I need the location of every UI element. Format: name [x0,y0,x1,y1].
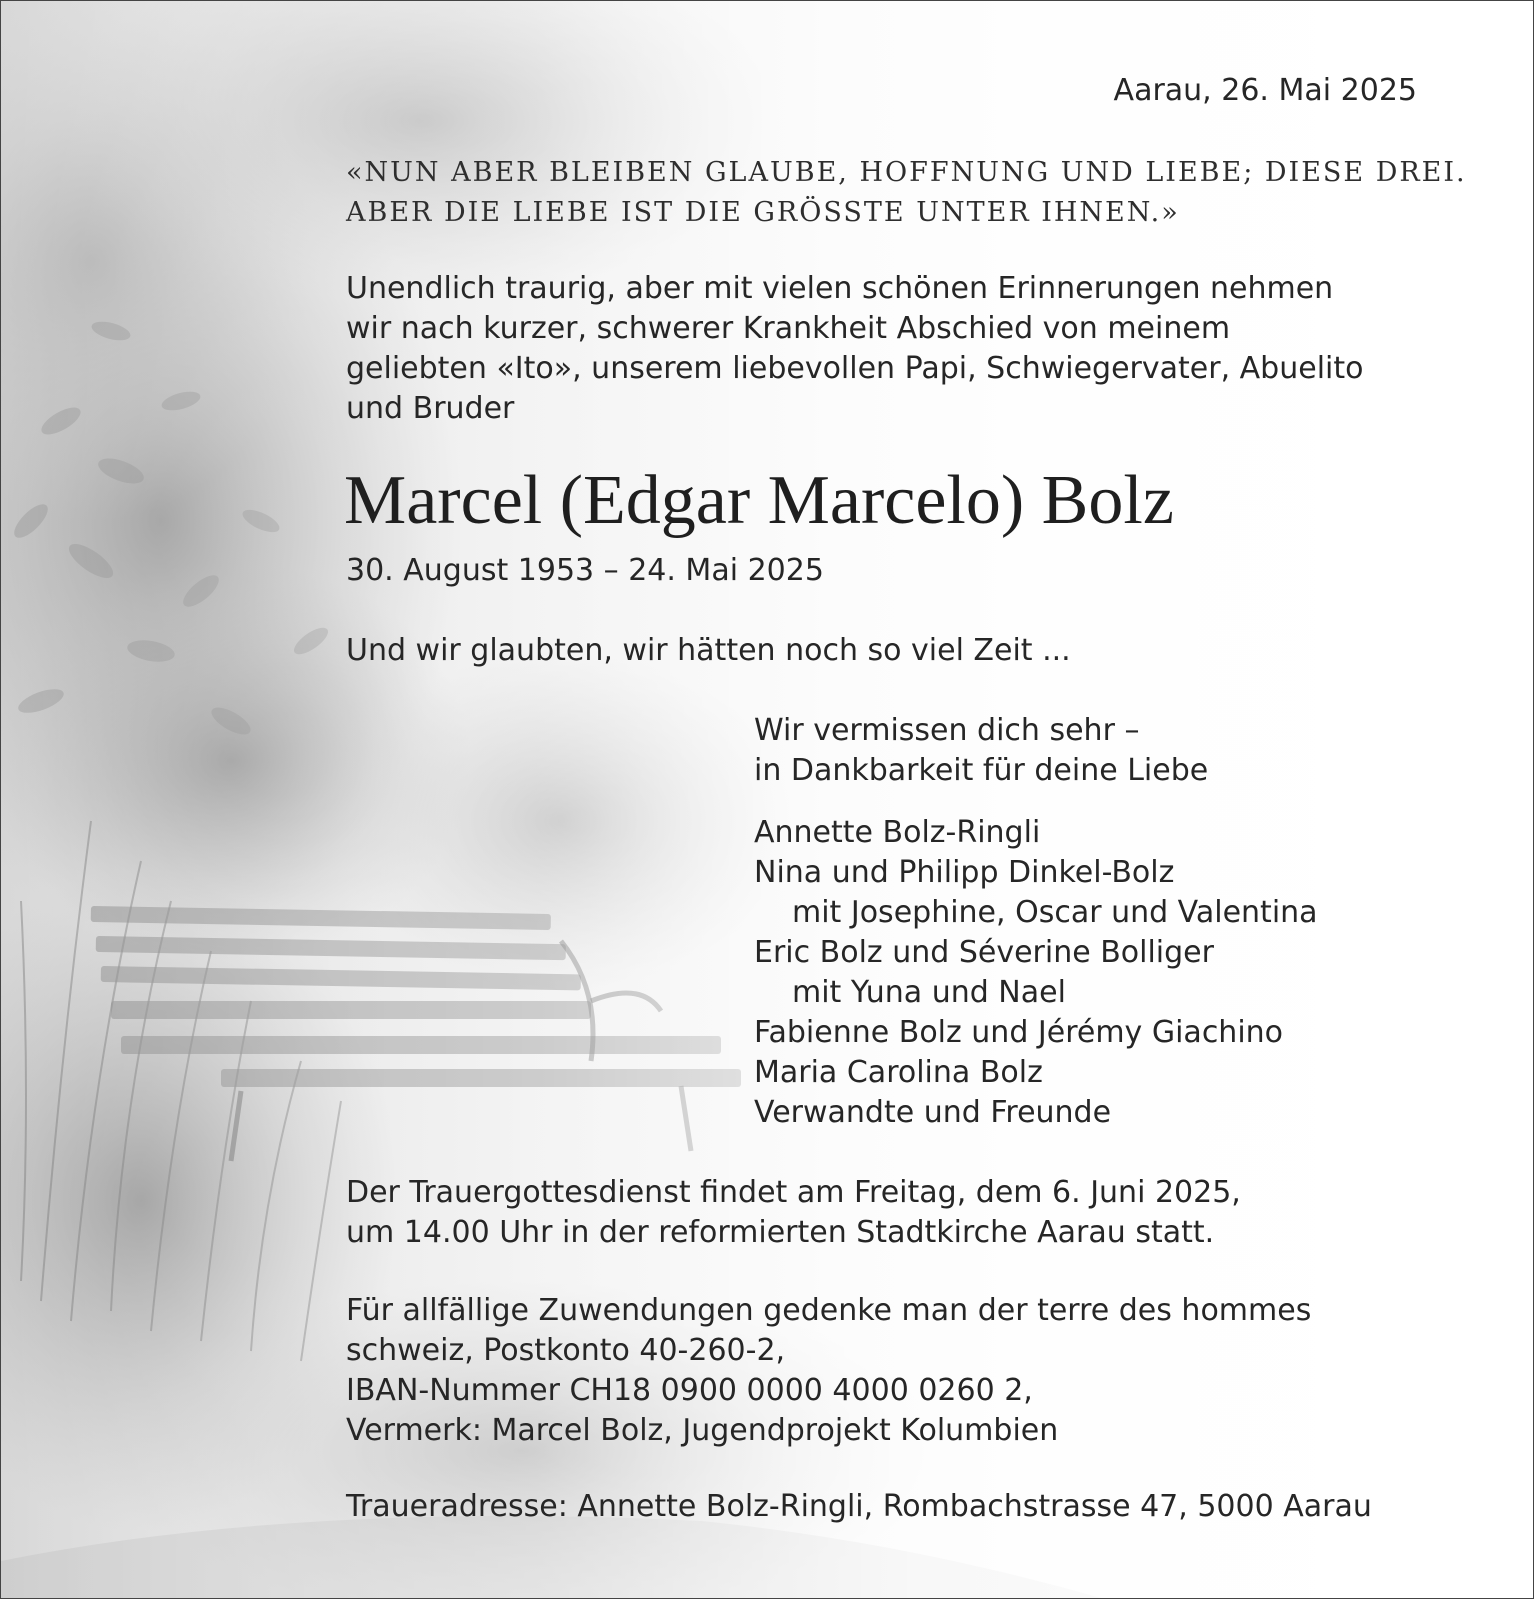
deceased-name: Marcel (Edgar Marcelo) Bolz [344,462,1174,539]
donation-info [346,1291,1311,1451]
place-date: Aarau, 26. Mai 2025 [1113,73,1417,108]
donation-line: Vermerk: Marcel Bolz, Jugendprojekt Kolumbien [346,1413,1059,1448]
donation-line: Für allfällige Zuwendungen gedenke man der terre des hommes [346,1293,1312,1328]
bible-quote-line: «NUN ABER BLEIBEN GLAUBE, HOFFNUNG UND LIEBE; DIESE DREI. [346,157,1467,188]
donation-line: schweiz, Postkonto 40-260-2, [346,1333,786,1368]
funeral-service-info [346,1173,1241,1253]
mourners-list [754,813,1318,1133]
mourner-entry: Annette Bolz-Ringli [754,815,1041,850]
farewell-message [754,711,1208,791]
intro-line: wir nach kurzer, schwerer Krankheit Abschied von meinem [346,311,1231,346]
farewell-line: Wir vermissen dich sehr – [754,713,1140,748]
mourner-entry: Eric Bolz und Séverine Bolliger [754,935,1214,970]
mourner-entry: Verwandte und Freunde [754,1095,1112,1130]
service-line: Der Trauergottesdienst findet am Freitag, dem 6. Juni 2025, [346,1175,1241,1210]
mourner-children: mit Josephine, Oscar und Valentina [792,895,1318,930]
service-line: um 14.00 Uhr in der reformierten Stadtkirche Aarau statt. [346,1215,1215,1250]
mourner-entry: Maria Carolina Bolz [754,1055,1043,1090]
mourner-entry: Nina und Philipp Dinkel-Bolz [754,855,1175,890]
intro-line: Unendlich traurig, aber mit vielen schönen Erinnerungen nehmen [346,271,1334,306]
bible-quote [346,153,1467,233]
farewell-line: in Dankbarkeit für deine Liebe [754,753,1209,788]
lifespan-dates: 30. August 1953 – 24. Mai 2025 [346,553,824,588]
mourner-entry: Fabienne Bolz und Jérémy Giachino [754,1015,1284,1050]
personal-quote: Und wir glaubten, wir hätten noch so viel Zeit ... [346,633,1071,668]
intro-line: geliebten «Ito», unserem liebevollen Papi, Schwiegervater, Abuelito [346,351,1364,386]
bible-quote-line: ABER DIE LIEBE IST DIE GRÖSSTE UNTER IHNEN.» [346,197,1180,228]
mourning-address: Traueradresse: Annette Bolz-Ringli, Rombachstrasse 47, 5000 Aarau [346,1489,1372,1524]
intro-line: und Bruder [346,391,515,426]
intro-paragraph [346,269,1363,429]
donation-line: IBAN-Nummer CH18 0900 0000 4000 0260 2, [346,1373,1033,1408]
mourner-children: mit Yuna und Nael [792,975,1066,1010]
